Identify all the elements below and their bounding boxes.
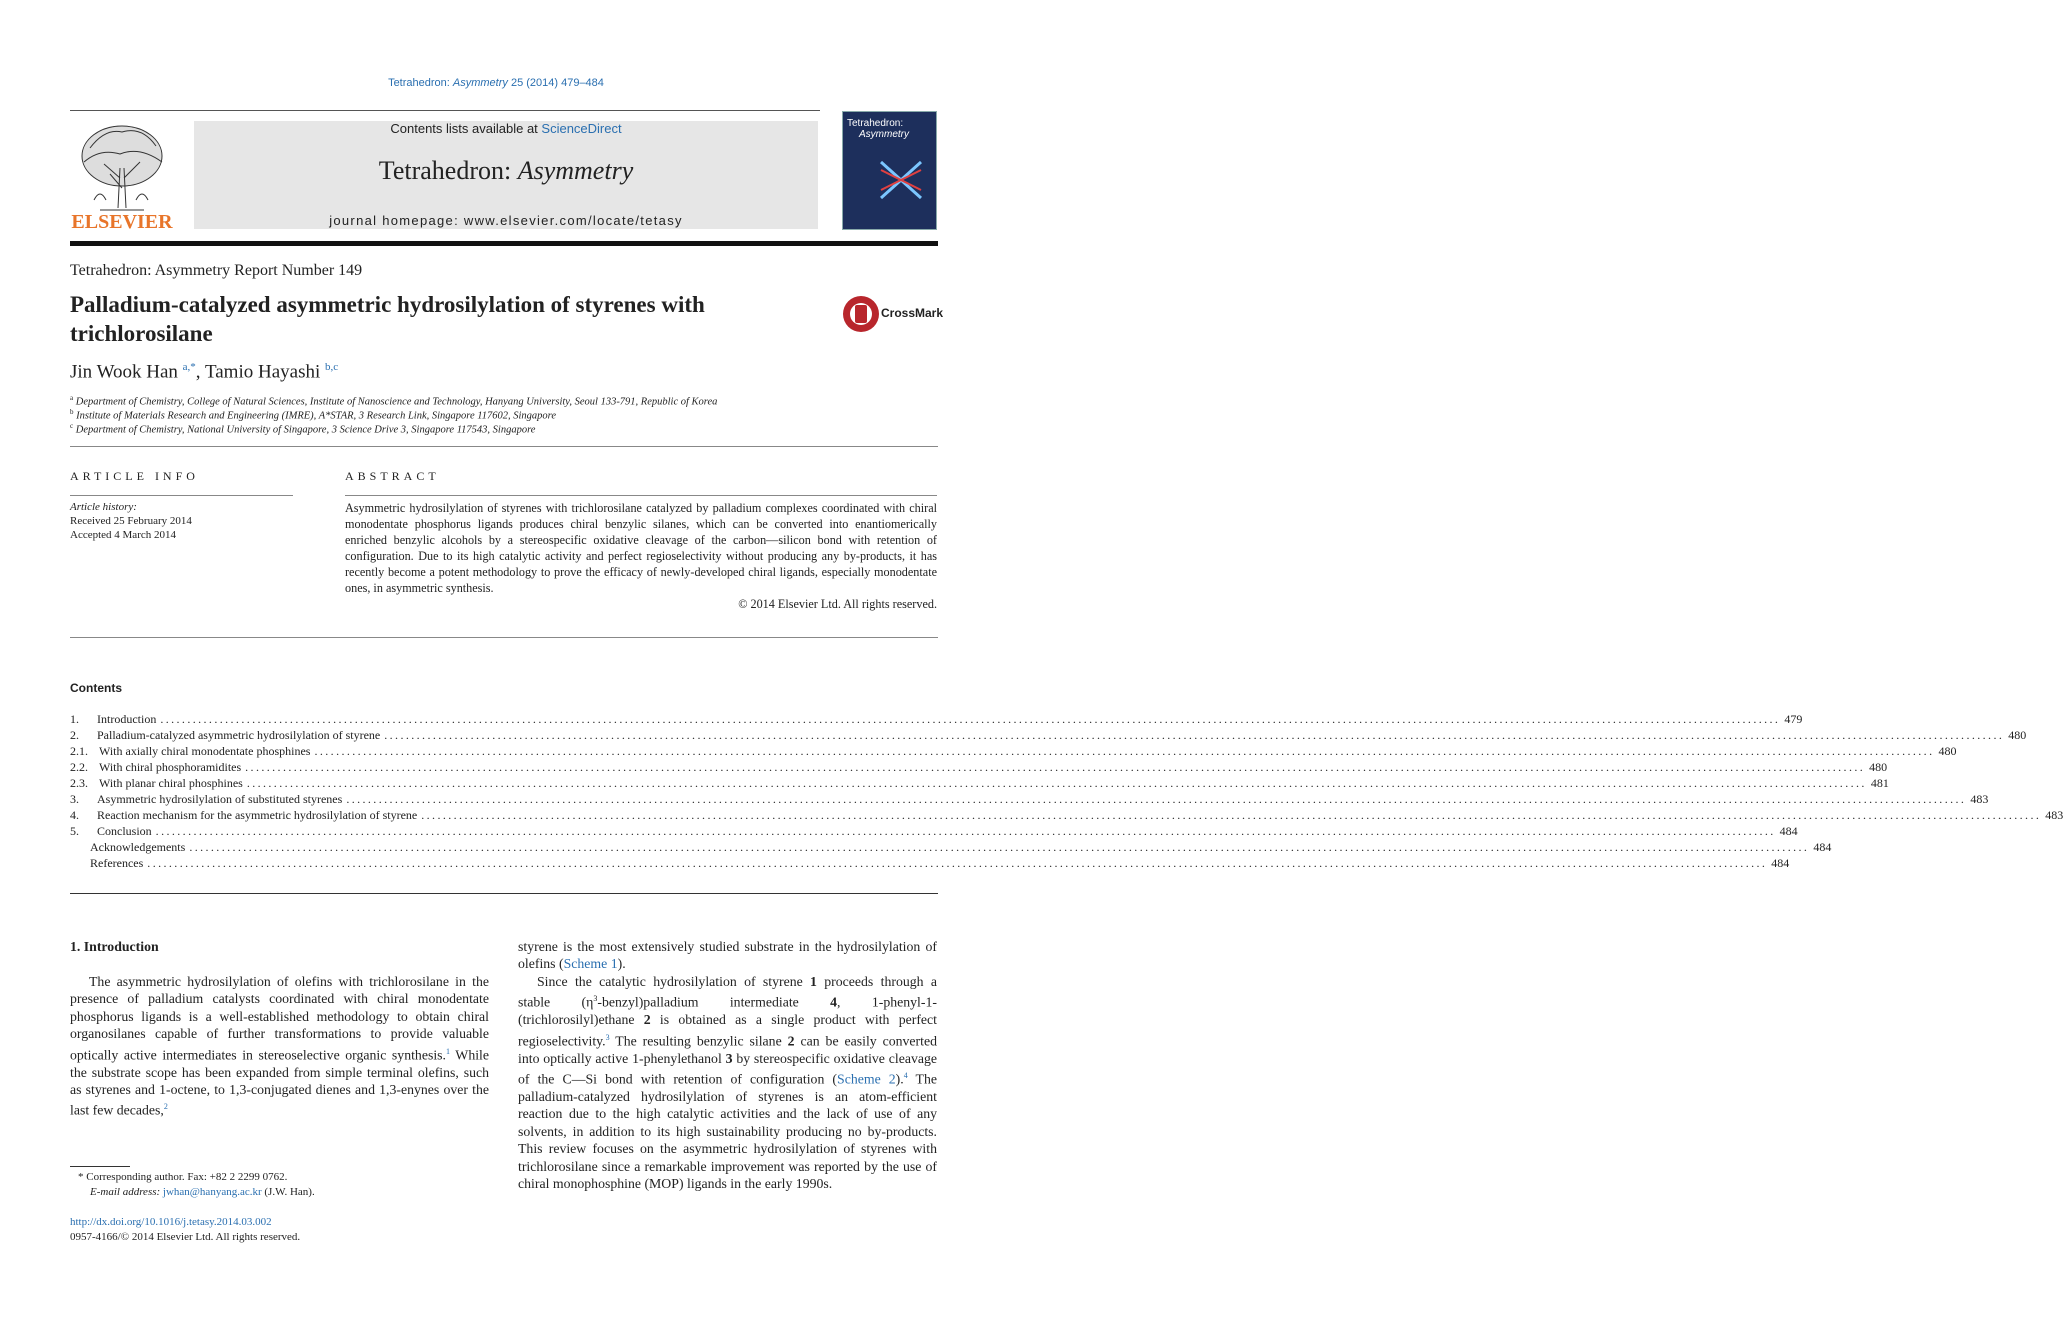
toc-leader: ............................................................................................................................................................................................................................................................................................................ — [160, 712, 1781, 726]
article-info-rule — [70, 495, 293, 496]
journal-homepage[interactable]: journal homepage: www.elsevier.com/locate/tetasy — [329, 213, 683, 228]
affiliation-label: b — [70, 408, 74, 416]
doi-link[interactable]: http://dx.doi.org/10.1016/j.tetasy.2014.03.002 — [70, 1216, 272, 1228]
body-text: ). — [895, 1071, 904, 1087]
author-name: Tamio Hayashi — [204, 361, 325, 383]
author-list — [70, 361, 338, 383]
toc-number: 2.2. — [70, 760, 88, 774]
compound-number: 4 — [830, 994, 838, 1010]
journal-title-italic: Asymmetry — [517, 156, 634, 185]
toc-number: 1. — [70, 712, 79, 726]
toc-entry[interactable] — [70, 744, 1957, 760]
citation-ref[interactable]: 1 — [445, 1046, 450, 1056]
toc-entry[interactable] — [70, 856, 1790, 872]
toc-page: 481 — [1870, 776, 1889, 790]
compound-number: 2 — [643, 1012, 651, 1028]
article-info-heading: ARTICLE INFO — [70, 469, 199, 483]
sciencedirect-link[interactable]: ScienceDirect — [541, 121, 622, 136]
citation-ref[interactable]: 2 — [163, 1102, 168, 1112]
toc-entry[interactable] — [70, 808, 2063, 824]
toc-title[interactable]: With chiral phosphoramidites — [99, 760, 242, 774]
cover-title — [847, 118, 909, 140]
toc-page: 479 — [1784, 712, 1803, 726]
contents-availability — [194, 121, 818, 136]
toc-leader: ............................................................................................................................................................................................................................................................................................................ — [245, 760, 1866, 774]
toc-page: 480 — [2008, 728, 2027, 742]
toc-entry[interactable] — [70, 840, 1832, 856]
toc-page: 484 — [1771, 856, 1790, 870]
email-suffix: (J.W. Han). — [261, 1186, 315, 1198]
toc-entry[interactable] — [70, 728, 2027, 744]
contents-prefix: Contents lists available at — [390, 121, 542, 136]
body-text: ). — [617, 956, 626, 972]
body-text: While the substrate scope has been expanded from simple terminal olefins, such as styrenes and 1-octene, to 1,3-conjugated dienes and 1,3-enynes over the last few decades, — [70, 1047, 490, 1119]
abstract-copyright: © 2014 Elsevier Ltd. All rights reserved. — [738, 597, 937, 611]
toc-page: 483 — [1970, 792, 1989, 806]
toc-title[interactable]: With planar chiral phosphines — [99, 776, 243, 790]
body-text: -benzyl)palladium intermediate — [597, 994, 831, 1010]
report-number: Tetrahedron: Asymmetry Report Number 149 — [70, 262, 363, 279]
body-text: The resulting benzylic silane — [609, 1033, 788, 1049]
footnote-rule — [70, 1166, 130, 1167]
body-text: Since the catalytic hydrosilylation of styrene — [537, 973, 811, 989]
toc-entry[interactable] — [70, 824, 1798, 840]
toc-title[interactable]: References — [90, 856, 144, 870]
compound-number: 1 — [810, 973, 817, 989]
citation-italic: Asymmetry — [452, 77, 508, 89]
section-divider — [70, 637, 938, 638]
compound-number: 2 — [787, 1033, 795, 1049]
abstract-text: Asymmetric hydrosilylation of styrenes with trichlorosilane catalyzed by palladium complexes coordinated with chiral monodentate phosphorus ligands produces chiral benzylic silanes, which can be converted into enantiomerically enriched benzylic alcohols by a stereospecific oxidative cleavage of the carbon—silicon bond with retention of configuration. Due to its high catalytic activity and perfect regioselectivity without producing any by-products, it has recently become a potent methodology to prove the efficacy of newly-developed chiral ligands, especially monodentate ones, in asymmetric synthesis. — [345, 501, 937, 595]
section-divider — [70, 446, 938, 447]
body-column-left — [70, 973, 489, 1119]
toc-entry[interactable] — [70, 776, 1889, 792]
toc-entry[interactable] — [70, 792, 1989, 808]
abstract-heading: ABSTRACT — [345, 469, 440, 483]
superscript: 3 — [593, 994, 598, 1004]
body-text: is obtained as a single product with perfect regioselectivity. — [518, 1012, 937, 1049]
abstract-rule — [345, 495, 937, 496]
affiliation-text: Department of Chemistry, National University of Singapore, 3 Science Drive 3, Singapore 117543, Singapore — [75, 424, 536, 436]
affiliation — [70, 394, 717, 408]
affiliation-label: a — [70, 394, 74, 402]
issn-copyright: 0957-4166/© 2014 Elsevier Ltd. All rights reserved. — [70, 1231, 301, 1243]
crossmark-icon[interactable] — [843, 296, 879, 332]
toc-page: 484 — [1779, 824, 1798, 838]
toc-number: 2.3. — [70, 776, 88, 790]
citation-journal: Tetrahedron: — [388, 77, 453, 89]
author-affiliation-mark[interactable]: a,* — [182, 361, 196, 373]
body-text: styrene is the most extensively studied substrate in the hydrosilylation of olefins ( — [518, 939, 937, 972]
toc-title[interactable]: Asymmetric hydrosilylation of substituted styrenes — [97, 792, 343, 806]
body-text: The palladium-catalyzed hydrosilylation of styrenes is an atom-efficient reaction due to the high catalytic activities and the lack of use of any solvents, in addition to its high sustainability producing no by-products. This review focuses on the asymmetric hydrosilylation of styrenes with trichlorosilane since a remarkable improvement was reported by the use of chiral monophosphine (MOP) ligands in the early 1990s. — [518, 1071, 937, 1192]
toc-title[interactable]: With axially chiral monodentate phosphines — [99, 744, 311, 758]
cover-title-line2: Asymmetry — [859, 129, 909, 140]
toc-number: 2.1. — [70, 744, 88, 758]
journal-citation[interactable] — [0, 77, 992, 89]
article-title: Palladium-catalyzed asymmetric hydrosilylation of styrenes with trichlorosilane — [70, 292, 705, 346]
toc-page: 480 — [1869, 760, 1888, 774]
journal-title — [194, 156, 818, 186]
toc-leader: ............................................................................................................................................................................................................................................................................................................ — [384, 728, 2005, 742]
body-text: , 1-phenyl-1-(trichlorosilyl)ethane — [518, 994, 937, 1028]
article-history-label: Article history: — [70, 501, 137, 513]
affiliation-text: Institute of Materials Research and Engineering (IMRE), A*STAR, 3 Research Link, Singapore 117602, Singapore — [76, 410, 557, 422]
compound-number: 3 — [725, 1050, 733, 1066]
contents-heading: Contents — [70, 681, 122, 695]
toc-leader: ............................................................................................................................................................................................................................................................................................................ — [147, 856, 1768, 870]
cover-graphic — [879, 160, 923, 200]
body-text: can be easily converted into optically active 1-phenylethanol — [518, 1033, 937, 1066]
toc-number: 5. — [70, 824, 79, 838]
body-column-right — [518, 938, 937, 1192]
body-text: proceeds through a stable (η — [518, 973, 937, 1010]
toc-entry[interactable] — [70, 712, 1803, 728]
publisher-name: ELSEVIER — [71, 211, 173, 233]
received-date: Received 25 February 2014 — [70, 515, 192, 527]
paragraph — [518, 939, 937, 971]
toc-page: 484 — [1813, 840, 1832, 854]
toc-leader: ............................................................................................................................................................................................................................................................................................................ — [314, 744, 1935, 758]
toc-leader: ............................................................................................................................................................................................................................................................................................................ — [189, 840, 1810, 854]
paragraph — [518, 973, 937, 1193]
journal-cover — [842, 111, 937, 230]
toc-page: 480 — [1938, 744, 1957, 758]
affiliation-text: Department of Chemistry, College of Natural Sciences, Institute of Nanoscience and Technology, Hanyang University, Seoul 133-791, Republic of Korea — [75, 396, 718, 408]
corresponding-author-note: * Corresponding author. Fax: +82 2 2299 0762. — [78, 1171, 288, 1183]
toc-number: 3. — [70, 792, 79, 806]
email-note — [70, 1186, 315, 1198]
scheme-link[interactable]: Scheme 1 — [563, 956, 618, 972]
email-label: E-mail address: — [90, 1186, 163, 1198]
accepted-date: Accepted 4 March 2014 — [70, 529, 176, 541]
toc-number: 2. — [70, 728, 79, 742]
scheme-link[interactable]: Scheme 2 — [837, 1071, 896, 1087]
toc-entry[interactable] — [70, 760, 1888, 776]
toc-title[interactable]: Reaction mechanism for the asymmetric hydrosilylation of styrene — [97, 808, 418, 822]
toc-title[interactable]: Conclusion — [97, 824, 152, 838]
citation-ref[interactable]: 3 — [605, 1032, 610, 1042]
email-link[interactable]: jwhan@hanyang.ac.kr — [162, 1186, 262, 1198]
cover-title-line1: Tetrahedron: — [847, 118, 904, 129]
toc-page: 483 — [2045, 808, 2063, 822]
contents-divider — [70, 893, 938, 894]
body-text: The asymmetric hydrosilylation of olefins with trichlorosilane in the presence of palladium catalysts coordinated with chiral monodentate phosphorus ligands is a well-established methodology to obtain chiral organosilanes capable of further transformations to provide valuable optically active intermediates in stereoselective organic synthesis. — [70, 974, 489, 1063]
toc-leader: ............................................................................................................................................................................................................................................................................................................ — [155, 824, 1776, 838]
toc-title[interactable]: Introduction — [97, 712, 157, 726]
author-separator: , — [195, 361, 205, 383]
citation-rest: 25 (2014) 479–484 — [507, 77, 604, 89]
citation-ref[interactable]: 4 — [903, 1071, 908, 1081]
header-rule — [70, 241, 938, 246]
author-name: Jin Wook Han — [70, 361, 183, 383]
affiliation — [70, 408, 556, 422]
body-text: by stereospecific oxidative cleavage of the C—Si bond with retention of configuration ( — [518, 1050, 937, 1087]
toc-leader: ............................................................................................................................................................................................................................................................................................................ — [246, 776, 1867, 790]
crossmark-label[interactable]: CrossMark — [881, 306, 944, 320]
journal-title-plain: Tetrahedron: — [378, 156, 518, 185]
toc-number: 4. — [70, 808, 79, 822]
affiliation — [70, 422, 535, 436]
section-heading-introduction: 1. Introduction — [70, 939, 159, 954]
toc-leader: ............................................................................................................................................................................................................................................................................................................ — [346, 792, 1967, 806]
author-affiliation-mark[interactable]: b,c — [325, 361, 339, 373]
header-divider — [70, 110, 820, 111]
toc-leader: ............................................................................................................................................................................................................................................................................................................ — [421, 808, 2042, 822]
toc-title[interactable]: Palladium-catalyzed asymmetric hydrosilylation of styrene — [97, 728, 381, 742]
toc-title[interactable]: Acknowledgements — [90, 840, 186, 854]
affiliation-label: c — [70, 422, 74, 430]
